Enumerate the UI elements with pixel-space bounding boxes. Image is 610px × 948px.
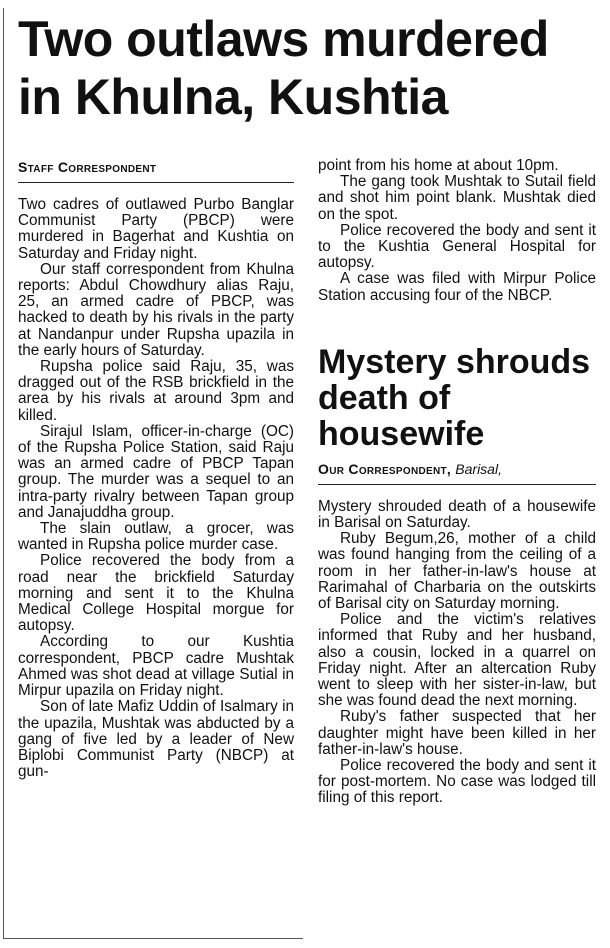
second-paragraph: Mystery shrouded death of a housewife in Barisal on Saturday. — [318, 497, 596, 532]
main-continued-paragraph: A case was filed with Mirpur Police Station accusing four of the NBCP. — [318, 270, 596, 304]
main-paragraph: Police recovered the body from a road near the brickfield Saturday morning and sent it to the Khulna Medical College Hospital morgue for autopsy. — [18, 552, 294, 635]
second-paragraph: Police and the victim's relatives informed that Ruby and her husband, also a cousin, locked in a quarrel on Friday night. After an altercation Ruby went to sleep with her sister-in-law, but she was found dead the next morning. — [318, 611, 596, 710]
second-byline: Our Correspondent, Barisal, — [318, 460, 596, 485]
main-paragraph: Rupsha police said Raju, 35, was dragged out of the RSB brickfield in the area by his rivals at around 3pm and killed. — [18, 358, 294, 424]
page-border-left — [3, 8, 4, 938]
main-paragraph: Our staff correspondent from Khulna reports: Abdul Chowdhury alias Raju, 25, an armed cadre of PBCP, was hacked to death by his rivals in the party at Nandanpur under Rupsha upazila in the early hours of Saturday. — [18, 260, 294, 359]
main-continued-paragraph: point from his home at about 10pm. — [318, 157, 559, 174]
right-column — [318, 158, 596, 807]
main-continued-paragraph: Police recovered the body and sent it to the Kushtia General Hospital for autopsy. — [318, 221, 596, 272]
main-paragraph: According to our Kushtia correspondent, PBCP cadre Mushtak Ahmed was shot dead at village Sutial in Mirpur upazila on Friday night. — [18, 633, 294, 700]
second-byline-place: Barisal, — [455, 460, 502, 477]
main-byline: Staff Correspondent — [18, 158, 294, 183]
second-headline: Mystery shrouds death of housewife — [318, 342, 591, 453]
main-paragraph: The slain outlaw, a grocer, was wanted in Rupsha police murder case. — [18, 520, 294, 554]
second-paragraph: Ruby Begum,26, mother of a child was found hanging from the ceiling of a room in her father-in-law's house at Rarimahal of Charbaria on the outskirts of Barisal city on Saturday morning. — [318, 530, 596, 613]
main-continued-paragraph: The gang took Mushtak to Sutail field and shot him point blank. Mushtak died on the spot. — [318, 173, 596, 223]
left-column — [18, 158, 294, 780]
page-border-bottom — [3, 938, 303, 939]
second-paragraph: Ruby's father suspected that her daughter might have been killed in her father-in-law's house. — [318, 708, 596, 758]
main-paragraph: Son of late Mafiz Uddin of Isalmary in the upazila, Mushtak was abducted by a gang of five led by a leader of New Biplobi Communist Party (NBCP) at gun- — [18, 698, 294, 781]
second-paragraph: Police recovered the body and sent it for post-mortem. No case was lodged till filing of this report. — [318, 757, 596, 807]
main-headline: Two outlaws murdered in Khulna, Kushtia — [18, 11, 549, 125]
main-paragraph: Two cadres of outlawed Purbo Banglar Communist Party (PBCP) were murdered in Bagerhat and Kushtia on Saturday and Friday night. — [18, 196, 294, 262]
main-paragraph: Sirajul Islam, officer-in-charge (OC) of the Rupsha Police Station, said Raju was an armed cadre of PBCP Tapan group. The murder was a sequel to an intra-party rivalry between Tapan group and Janajuddha group. — [18, 422, 294, 521]
